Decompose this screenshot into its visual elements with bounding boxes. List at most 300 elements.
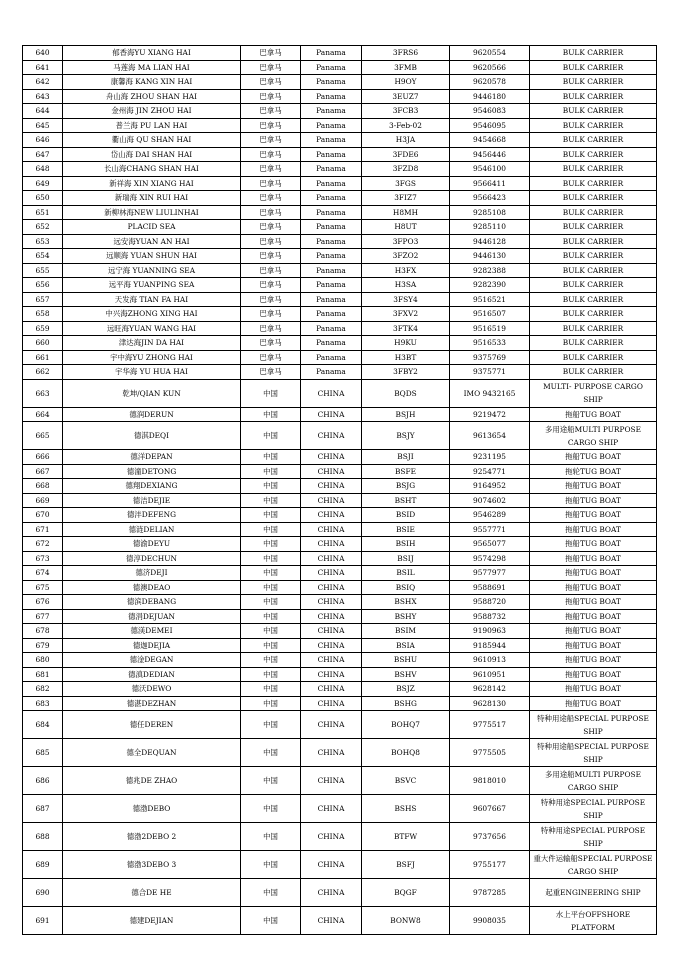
flag-chinese-cell: 巴拿马 (241, 133, 301, 148)
ship-type-cell: 拖船TUG BOAT (530, 493, 657, 508)
flag-chinese-cell: 巴拿马 (241, 205, 301, 220)
row-number-cell: 648 (23, 162, 63, 177)
row-number-cell: 660 (23, 336, 63, 351)
row-number-cell: 664 (23, 407, 63, 422)
ship-type-cell: 拖船TUG BOAT (530, 638, 657, 653)
vessel-name-cell: 德湛DEZHAN (63, 696, 241, 711)
vessel-name-cell: 长山海CHANG SHAN HAI (63, 162, 241, 177)
vessel-register-body (23, 46, 657, 935)
row-number-cell: 685 (23, 739, 63, 767)
table-row (23, 321, 657, 336)
call-sign-cell: 3EUZ7 (362, 89, 450, 104)
ship-type-cell: 拖船TUG BOAT (530, 407, 657, 422)
vessel-name-cell: 新柳林海NEW LIULINHAI (63, 205, 241, 220)
flag-chinese-cell: 中国 (241, 450, 301, 465)
imo-number-cell: 9620566 (450, 60, 530, 75)
imo-number-cell: 9546083 (450, 104, 530, 119)
call-sign-cell: BSHT (362, 493, 450, 508)
table-row (23, 104, 657, 119)
flag-chinese-cell: 中国 (241, 609, 301, 624)
table-row (23, 60, 657, 75)
call-sign-cell: H8MH (362, 205, 450, 220)
vessel-name-cell: 康馨海 KANG XIN HAI (63, 75, 241, 90)
table-row (23, 220, 657, 235)
flag-english-cell: CHINA (301, 823, 362, 851)
row-number-cell: 684 (23, 711, 63, 739)
ship-type-cell: 拖船TUG BOAT (530, 624, 657, 639)
imo-number-cell: 9588720 (450, 595, 530, 610)
table-row (23, 162, 657, 177)
imo-number-cell: 9074602 (450, 493, 530, 508)
ship-type-cell: 拖船TUG BOAT (530, 653, 657, 668)
row-number-cell: 659 (23, 321, 63, 336)
row-number-cell: 642 (23, 75, 63, 90)
flag-english-cell: Panama (301, 365, 362, 380)
call-sign-cell: 3-Feb-02 (362, 118, 450, 133)
flag-chinese-cell: 中国 (241, 638, 301, 653)
ship-type-cell: 多用途船MULTI PURPOSE CARGO SHIP (530, 422, 657, 450)
flag-chinese-cell: 中国 (241, 580, 301, 595)
vessel-name-cell: 德建DEJIAN (63, 907, 241, 935)
row-number-cell: 641 (23, 60, 63, 75)
flag-english-cell: CHINA (301, 508, 362, 523)
row-number-cell: 688 (23, 823, 63, 851)
flag-english-cell: CHINA (301, 479, 362, 494)
call-sign-cell: BQGF (362, 879, 450, 907)
table-row (23, 711, 657, 739)
flag-english-cell: Panama (301, 89, 362, 104)
vessel-name-cell: 德全DEQUAN (63, 739, 241, 767)
row-number-cell: 654 (23, 249, 63, 264)
imo-number-cell: 9456446 (450, 147, 530, 162)
call-sign-cell: H9OY (362, 75, 450, 90)
imo-number-cell: 9577977 (450, 566, 530, 581)
vessel-name-cell: 舟山海 ZHOU SHAN HAI (63, 89, 241, 104)
row-number-cell: 640 (23, 46, 63, 61)
call-sign-cell: BSHX (362, 595, 450, 610)
table-row (23, 46, 657, 61)
ship-type-cell: 拖船TUG BOAT (530, 696, 657, 711)
ship-type-cell: 拖轮TUG BOAT (530, 464, 657, 479)
table-row (23, 263, 657, 278)
imo-number-cell: 9610913 (450, 653, 530, 668)
call-sign-cell: BQDS (362, 379, 450, 407)
table-row (23, 551, 657, 566)
flag-chinese-cell: 中国 (241, 907, 301, 935)
row-number-cell: 663 (23, 379, 63, 407)
flag-chinese-cell: 巴拿马 (241, 46, 301, 61)
call-sign-cell: BTFW (362, 823, 450, 851)
vessel-name-cell: 衢山海 QU SHAN HAI (63, 133, 241, 148)
row-number-cell: 669 (23, 493, 63, 508)
flag-chinese-cell: 中国 (241, 767, 301, 795)
table-row (23, 379, 657, 407)
vessel-name-cell: 新瑞海 XIN RUI HAI (63, 191, 241, 206)
table-row (23, 191, 657, 206)
flag-chinese-cell: 中国 (241, 493, 301, 508)
row-number-cell: 677 (23, 609, 63, 624)
flag-chinese-cell: 巴拿马 (241, 118, 301, 133)
vessel-name-cell: 远旺海YUAN WANG HAI (63, 321, 241, 336)
call-sign-cell: BSIM (362, 624, 450, 639)
imo-number-cell: 9446130 (450, 249, 530, 264)
imo-number-cell: 9737656 (450, 823, 530, 851)
flag-chinese-cell: 巴拿马 (241, 292, 301, 307)
flag-chinese-cell: 巴拿马 (241, 191, 301, 206)
flag-chinese-cell: 巴拿马 (241, 75, 301, 90)
flag-english-cell: Panama (301, 46, 362, 61)
flag-english-cell: Panama (301, 321, 362, 336)
ship-type-cell: BULK CARRIER (530, 89, 657, 104)
table-row (23, 508, 657, 523)
call-sign-cell: 3FRS6 (362, 46, 450, 61)
table-row (23, 479, 657, 494)
vessel-name-cell: 乾坤/QIAN KUN (63, 379, 241, 407)
call-sign-cell: H3FX (362, 263, 450, 278)
vessel-name-cell: 津达海JIN DA HAI (63, 336, 241, 351)
row-number-cell: 645 (23, 118, 63, 133)
flag-english-cell: Panama (301, 263, 362, 278)
table-row (23, 851, 657, 879)
call-sign-cell: BSHY (362, 609, 450, 624)
row-number-cell: 667 (23, 464, 63, 479)
row-number-cell: 687 (23, 795, 63, 823)
imo-number-cell: 9574298 (450, 551, 530, 566)
vessel-register-table (22, 45, 657, 935)
table-row (23, 336, 657, 351)
flag-english-cell: Panama (301, 292, 362, 307)
row-number-cell: 679 (23, 638, 63, 653)
imo-number-cell: 9607667 (450, 795, 530, 823)
vessel-name-cell: 德滨DEBANG (63, 595, 241, 610)
ship-type-cell: 拖船TUG BOAT (530, 450, 657, 465)
table-row (23, 89, 657, 104)
flag-chinese-cell: 巴拿马 (241, 147, 301, 162)
ship-type-cell: BULK CARRIER (530, 133, 657, 148)
vessel-name-cell: 德渼DEMEI (63, 624, 241, 639)
table-row (23, 75, 657, 90)
call-sign-cell: H3JA (362, 133, 450, 148)
ship-type-cell: MULTI- PURPOSE CARGO SHIP (530, 379, 657, 407)
flag-english-cell: Panama (301, 249, 362, 264)
flag-english-cell: CHINA (301, 696, 362, 711)
ship-type-cell: BULK CARRIER (530, 321, 657, 336)
imo-number-cell: 9613654 (450, 422, 530, 450)
vessel-name-cell: 德涓DEJUAN (63, 609, 241, 624)
vessel-name-cell: 普兰海 PU LAN HAI (63, 118, 241, 133)
flag-chinese-cell: 巴拿马 (241, 104, 301, 119)
ship-type-cell: 拖船TUG BOAT (530, 551, 657, 566)
flag-chinese-cell: 巴拿马 (241, 234, 301, 249)
ship-type-cell: 拖船TUG BOAT (530, 667, 657, 682)
call-sign-cell: 3FBY2 (362, 365, 450, 380)
vessel-name-cell: 德渤3DEBO 3 (63, 851, 241, 879)
imo-number-cell: 9282388 (450, 263, 530, 278)
flag-english-cell: CHINA (301, 422, 362, 450)
imo-number-cell: 9446128 (450, 234, 530, 249)
imo-number-cell: 9588691 (450, 580, 530, 595)
vessel-name-cell: 德合DE HE (63, 879, 241, 907)
ship-type-cell: BULK CARRIER (530, 205, 657, 220)
vessel-name-cell: 远顺海 YUAN SHUN HAI (63, 249, 241, 264)
vessel-name-cell: 德潼DETONG (63, 464, 241, 479)
row-number-cell: 672 (23, 537, 63, 552)
flag-chinese-cell: 中国 (241, 422, 301, 450)
call-sign-cell: BSID (362, 508, 450, 523)
flag-english-cell: CHINA (301, 580, 362, 595)
flag-english-cell: CHINA (301, 537, 362, 552)
ship-type-cell: BULK CARRIER (530, 118, 657, 133)
imo-number-cell: 9628130 (450, 696, 530, 711)
imo-number-cell: 9620578 (450, 75, 530, 90)
row-number-cell: 661 (23, 350, 63, 365)
vessel-name-cell: 德沣DEFENG (63, 508, 241, 523)
call-sign-cell: BOHQ7 (362, 711, 450, 739)
flag-english-cell: CHINA (301, 379, 362, 407)
vessel-name-cell: 远宁海 YUANNING SEA (63, 263, 241, 278)
call-sign-cell: 3FPO3 (362, 234, 450, 249)
ship-type-cell: 重大件运输船SPECIAL PURPOSE CARGO SHIP (530, 851, 657, 879)
vessel-name-cell: 远安海YUAN AN HAI (63, 234, 241, 249)
ship-type-cell: BULK CARRIER (530, 234, 657, 249)
ship-type-cell: BULK CARRIER (530, 104, 657, 119)
table-row (23, 234, 657, 249)
table-row (23, 580, 657, 595)
flag-chinese-cell: 中国 (241, 508, 301, 523)
imo-number-cell: 9546100 (450, 162, 530, 177)
table-row (23, 879, 657, 907)
vessel-name-cell: 远平海 YUANPING SEA (63, 278, 241, 293)
flag-chinese-cell: 巴拿马 (241, 263, 301, 278)
call-sign-cell: BSHS (362, 795, 450, 823)
vessel-name-cell: 德翔DEXIANG (63, 479, 241, 494)
row-number-cell: 683 (23, 696, 63, 711)
flag-chinese-cell: 巴拿马 (241, 89, 301, 104)
vessel-name-cell: 德任DEREN (63, 711, 241, 739)
flag-chinese-cell: 中国 (241, 851, 301, 879)
table-row (23, 653, 657, 668)
imo-number-cell: 9190963 (450, 624, 530, 639)
flag-chinese-cell: 中国 (241, 823, 301, 851)
flag-english-cell: CHINA (301, 851, 362, 879)
flag-chinese-cell: 巴拿马 (241, 307, 301, 322)
row-number-cell: 644 (23, 104, 63, 119)
vessel-name-cell: 宇华海 YU HUA HAI (63, 365, 241, 380)
ship-type-cell: 拖船TUG BOAT (530, 682, 657, 697)
ship-type-cell: 水上平台OFFSHORE PLATFORM (530, 907, 657, 935)
flag-chinese-cell: 中国 (241, 667, 301, 682)
ship-type-cell: BULK CARRIER (530, 191, 657, 206)
call-sign-cell: 3FGS (362, 176, 450, 191)
imo-number-cell: 9285110 (450, 220, 530, 235)
ship-type-cell: 起重ENGINEERING SHIP (530, 879, 657, 907)
imo-number-cell: 9775517 (450, 711, 530, 739)
row-number-cell: 656 (23, 278, 63, 293)
call-sign-cell: BSIQ (362, 580, 450, 595)
flag-english-cell: CHINA (301, 595, 362, 610)
ship-type-cell: 拖船TUG BOAT (530, 522, 657, 537)
flag-english-cell: CHINA (301, 638, 362, 653)
table-row (23, 350, 657, 365)
table-row (23, 696, 657, 711)
call-sign-cell: BSVC (362, 767, 450, 795)
table-row (23, 795, 657, 823)
table-row (23, 823, 657, 851)
flag-chinese-cell: 巴拿马 (241, 60, 301, 75)
call-sign-cell: BSIL (362, 566, 450, 581)
table-row (23, 595, 657, 610)
imo-number-cell: 9516519 (450, 321, 530, 336)
imo-number-cell: 9546095 (450, 118, 530, 133)
row-number-cell: 662 (23, 365, 63, 380)
ship-type-cell: 拖船TUG BOAT (530, 609, 657, 624)
imo-number-cell: 9164952 (450, 479, 530, 494)
flag-chinese-cell: 巴拿马 (241, 278, 301, 293)
ship-type-cell: BULK CARRIER (530, 292, 657, 307)
flag-english-cell: CHINA (301, 653, 362, 668)
call-sign-cell: 3FTK4 (362, 321, 450, 336)
imo-number-cell: 9908035 (450, 907, 530, 935)
ship-type-cell: BULK CARRIER (530, 365, 657, 380)
table-row (23, 365, 657, 380)
flag-chinese-cell: 中国 (241, 682, 301, 697)
imo-number-cell: 9516521 (450, 292, 530, 307)
call-sign-cell: H3BT (362, 350, 450, 365)
imo-number-cell: 9818010 (450, 767, 530, 795)
table-row (23, 292, 657, 307)
row-number-cell: 678 (23, 624, 63, 639)
row-number-cell: 651 (23, 205, 63, 220)
vessel-name-cell: 中兴海ZHONG XING HAI (63, 307, 241, 322)
vessel-name-cell: 宇中海YU ZHONG HAI (63, 350, 241, 365)
flag-english-cell: CHINA (301, 667, 362, 682)
flag-english-cell: CHINA (301, 609, 362, 624)
row-number-cell: 675 (23, 580, 63, 595)
ship-type-cell: BULK CARRIER (530, 307, 657, 322)
imo-number-cell: 9620554 (450, 46, 530, 61)
row-number-cell: 646 (23, 133, 63, 148)
call-sign-cell: 3FMB (362, 60, 450, 75)
flag-english-cell: CHINA (301, 907, 362, 935)
row-number-cell: 643 (23, 89, 63, 104)
vessel-name-cell: 天发海 TIAN FA HAI (63, 292, 241, 307)
row-number-cell: 691 (23, 907, 63, 935)
flag-english-cell: Panama (301, 205, 362, 220)
ship-type-cell: 拖船TUG BOAT (530, 479, 657, 494)
imo-number-cell: 9516507 (450, 307, 530, 322)
row-number-cell: 673 (23, 551, 63, 566)
table-row (23, 609, 657, 624)
vessel-name-cell: 德润DERUN (63, 407, 241, 422)
table-row (23, 682, 657, 697)
imo-number-cell: IMO 9432165 (450, 379, 530, 407)
ship-type-cell: BULK CARRIER (530, 336, 657, 351)
imo-number-cell: 9285108 (450, 205, 530, 220)
imo-number-cell: 9231195 (450, 450, 530, 465)
imo-number-cell: 9755177 (450, 851, 530, 879)
call-sign-cell: BSIJ (362, 551, 450, 566)
imo-number-cell: 9219472 (450, 407, 530, 422)
flag-chinese-cell: 中国 (241, 522, 301, 537)
ship-type-cell: 拖船TUG BOAT (530, 508, 657, 523)
ship-type-cell: BULK CARRIER (530, 278, 657, 293)
table-row (23, 147, 657, 162)
ship-type-cell: BULK CARRIER (530, 46, 657, 61)
vessel-name-cell: 德澳DEAO (63, 580, 241, 595)
flag-chinese-cell: 中国 (241, 795, 301, 823)
flag-english-cell: Panama (301, 162, 362, 177)
imo-number-cell: 9516533 (450, 336, 530, 351)
table-row (23, 249, 657, 264)
call-sign-cell: 3FDE6 (362, 147, 450, 162)
flag-english-cell: CHINA (301, 522, 362, 537)
flag-english-cell: Panama (301, 350, 362, 365)
vessel-name-cell: 德渤DEBO (63, 795, 241, 823)
ship-type-cell: BULK CARRIER (530, 60, 657, 75)
call-sign-cell: H3SA (362, 278, 450, 293)
row-number-cell: 666 (23, 450, 63, 465)
imo-number-cell: 9588732 (450, 609, 530, 624)
flag-chinese-cell: 中国 (241, 551, 301, 566)
table-row (23, 278, 657, 293)
flag-english-cell: CHINA (301, 566, 362, 581)
imo-number-cell: 9775505 (450, 739, 530, 767)
row-number-cell: 658 (23, 307, 63, 322)
flag-chinese-cell: 中国 (241, 879, 301, 907)
flag-english-cell: Panama (301, 147, 362, 162)
flag-english-cell: Panama (301, 104, 362, 119)
imo-number-cell: 9610951 (450, 667, 530, 682)
flag-english-cell: Panama (301, 133, 362, 148)
table-row (23, 767, 657, 795)
ship-type-cell: 特种用途SPECIAL PURPOSE SHIP (530, 823, 657, 851)
flag-english-cell: CHINA (301, 493, 362, 508)
call-sign-cell: H9KU (362, 336, 450, 351)
flag-chinese-cell: 中国 (241, 624, 301, 639)
call-sign-cell: BSJH (362, 407, 450, 422)
row-number-cell: 690 (23, 879, 63, 907)
table-row (23, 205, 657, 220)
imo-number-cell: 9557771 (450, 522, 530, 537)
vessel-name-cell: 德渤2DEBO 2 (63, 823, 241, 851)
vessel-name-cell: 德涟DELIAN (63, 522, 241, 537)
imo-number-cell: 9546289 (450, 508, 530, 523)
flag-chinese-cell: 中国 (241, 407, 301, 422)
table-row (23, 118, 657, 133)
ship-type-cell: BULK CARRIER (530, 249, 657, 264)
table-row (23, 464, 657, 479)
imo-number-cell: 9565077 (450, 537, 530, 552)
call-sign-cell: BSJY (362, 422, 450, 450)
imo-number-cell: 9282390 (450, 278, 530, 293)
row-number-cell: 668 (23, 479, 63, 494)
vessel-name-cell: 德迦DEJIA (63, 638, 241, 653)
vessel-name-cell: 德淇DEQI (63, 422, 241, 450)
ship-type-cell: 拖船TUG BOAT (530, 580, 657, 595)
table-row (23, 493, 657, 508)
ship-type-cell: BULK CARRIER (530, 263, 657, 278)
flag-english-cell: CHINA (301, 767, 362, 795)
row-number-cell: 686 (23, 767, 63, 795)
flag-english-cell: CHINA (301, 551, 362, 566)
table-row (23, 907, 657, 935)
flag-chinese-cell: 中国 (241, 595, 301, 610)
flag-chinese-cell: 中国 (241, 464, 301, 479)
imo-number-cell: 9566423 (450, 191, 530, 206)
table-row (23, 566, 657, 581)
flag-chinese-cell: 中国 (241, 479, 301, 494)
call-sign-cell: 3FXV2 (362, 307, 450, 322)
